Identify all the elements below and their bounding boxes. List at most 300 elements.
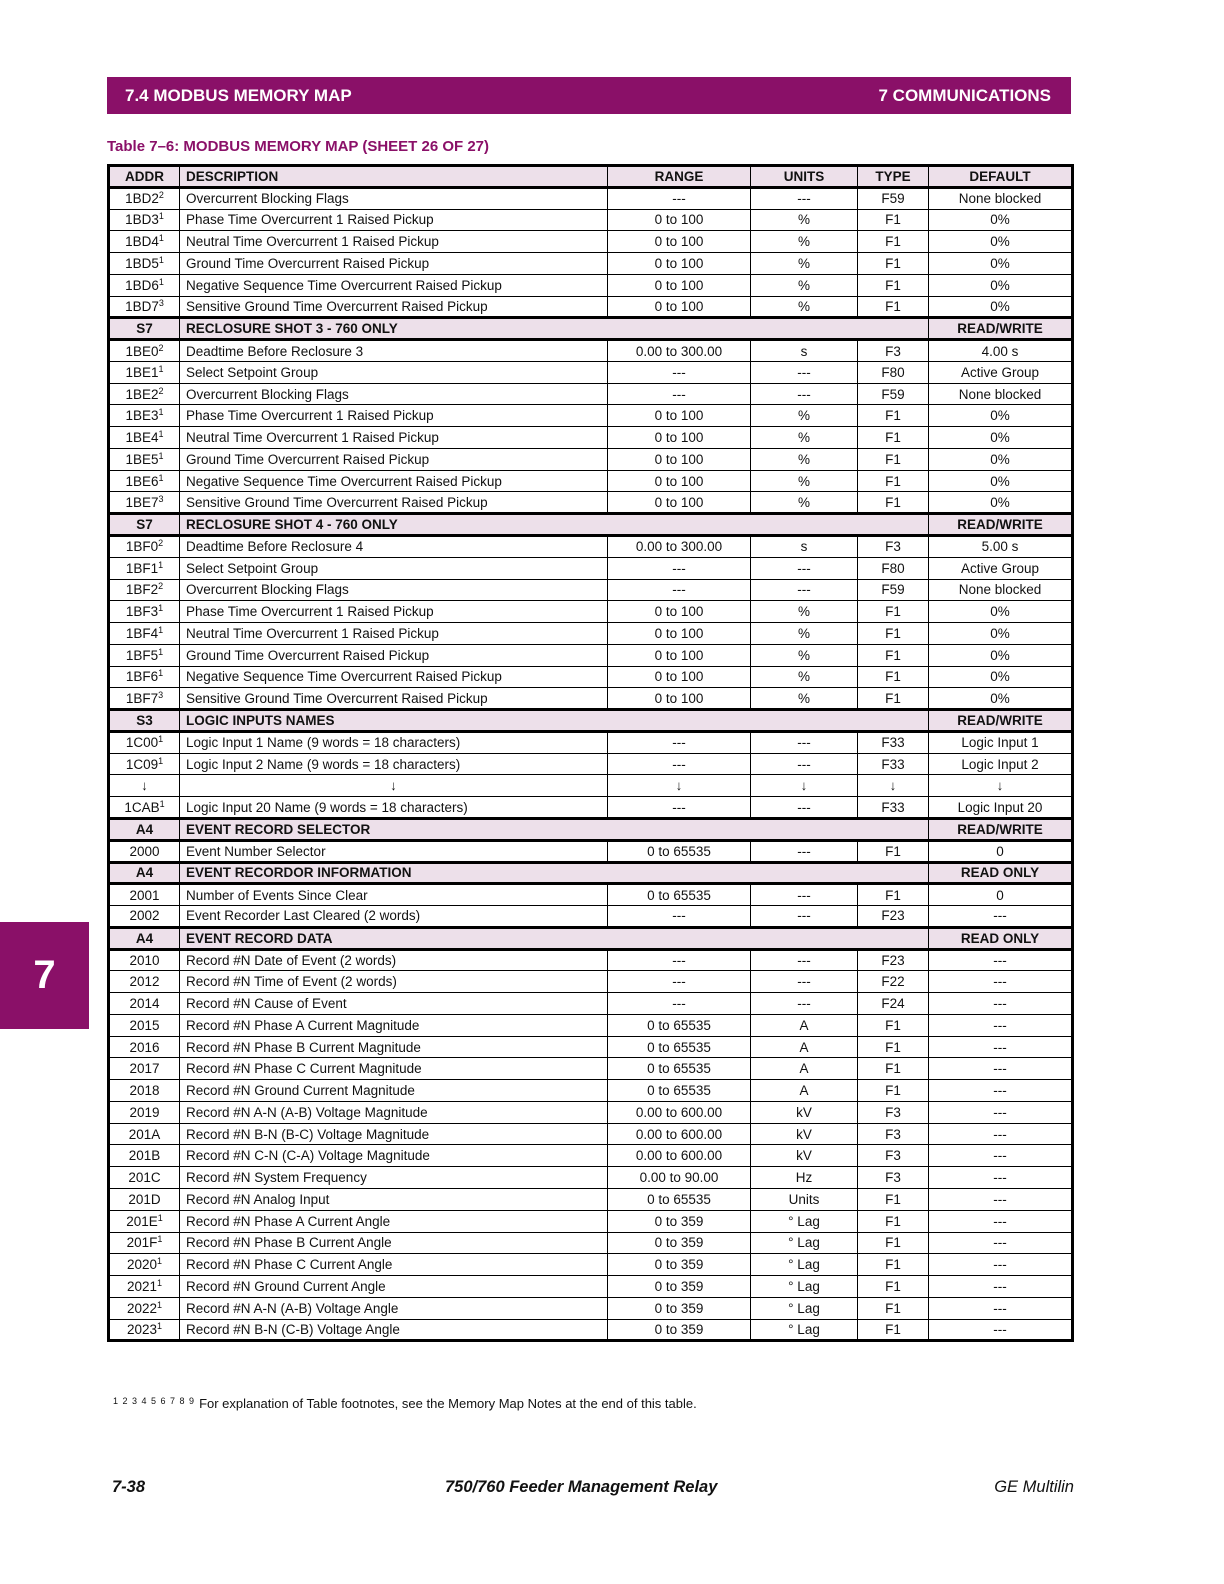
- cell-description: [180, 775, 608, 797]
- cell-type: [858, 797, 929, 819]
- cell-description: [180, 231, 608, 253]
- cell-default: [929, 1254, 1073, 1276]
- cell-description-text: Sensitive Ground Time Overcurrent Raised Pickup: [186, 494, 488, 510]
- footnote-marker: 1: [157, 1299, 163, 1310]
- table-row: [109, 1232, 1073, 1254]
- cell-type-text: F1: [885, 690, 901, 706]
- cell-units: [751, 1210, 858, 1232]
- footnote-marker: 1: [158, 407, 164, 418]
- cell-addr: [109, 797, 180, 819]
- cell-default: [929, 557, 1073, 579]
- cell-type-text: F3: [885, 1170, 901, 1186]
- cell-units-text: ---: [797, 995, 811, 1011]
- cell-range: [608, 623, 751, 645]
- memory-map-table: [107, 164, 1074, 1342]
- cell-section-title-text: RECLOSURE SHOT 3 - 760 ONLY: [186, 321, 398, 337]
- cell-type: [858, 340, 929, 362]
- cell-section-title-text: EVENT RECORD DATA: [186, 930, 333, 946]
- cell-description-text: Record #N C-N (C-A) Voltage Magnitude: [186, 1148, 430, 1164]
- cell-section-title: [180, 862, 929, 884]
- cell-description-text: Overcurrent Blocking Flags: [186, 386, 349, 402]
- cell-default-text: 0%: [990, 298, 1010, 314]
- cell-description-text: Select Setpoint Group: [186, 560, 319, 576]
- cell-default: [929, 688, 1073, 710]
- cell-units-text: ---: [797, 887, 811, 903]
- cell-addr-text: 2021: [126, 1278, 158, 1294]
- cell-default: [929, 1276, 1073, 1298]
- cell-description-text: Record #N Phase B Current Magnitude: [186, 1039, 421, 1055]
- cell-addr: [109, 731, 180, 753]
- cell-description: [180, 1123, 608, 1145]
- cell-default: [929, 993, 1073, 1015]
- cell-range: [608, 1232, 751, 1254]
- cell-type: [858, 623, 929, 645]
- cell-range-text: ---: [672, 560, 686, 576]
- cell-addr: [109, 1188, 180, 1210]
- table-row: [109, 1297, 1073, 1319]
- footnote-marker: 1: [158, 603, 164, 614]
- cell-addr-text: A4: [135, 865, 154, 881]
- cell-type: [858, 949, 929, 971]
- cell-default-text: ---: [993, 1257, 1007, 1273]
- cell-range-text: ---: [672, 364, 686, 380]
- cell-type-text: F1: [885, 604, 901, 620]
- cell-default-text: ---: [993, 1017, 1007, 1033]
- cell-addr-text: A4: [135, 930, 154, 946]
- cell-access: [929, 927, 1073, 949]
- cell-units-text: ---: [797, 364, 811, 380]
- cell-range-text: 0.00 to 90.00: [639, 1170, 719, 1186]
- cell-addr: [109, 318, 180, 340]
- cell-default: [929, 1188, 1073, 1210]
- cell-type-text: F59: [881, 582, 905, 598]
- table-row: [109, 1058, 1073, 1080]
- cell-addr: [109, 405, 180, 427]
- cell-default-text: 0%: [990, 473, 1010, 489]
- col-header-addr: ADDR: [109, 166, 180, 188]
- cell-range-text: 0 to 359: [654, 1257, 704, 1273]
- cell-type: [858, 187, 929, 209]
- cell-units: [751, 1167, 858, 1189]
- cell-addr: [109, 1297, 180, 1319]
- cell-type: [858, 448, 929, 470]
- cell-addr: [109, 1232, 180, 1254]
- cell-addr-text: 1BD4: [125, 234, 159, 250]
- cell-range-text: 0 to 359: [654, 1300, 704, 1316]
- cell-range-text: 0 to 359: [654, 1235, 704, 1251]
- cell-range-text: ↓: [675, 778, 683, 794]
- cell-range-text: 0.00 to 300.00: [635, 539, 723, 555]
- cell-units-text: ° Lag: [788, 1278, 820, 1294]
- cell-type: [858, 601, 929, 623]
- cell-units: [751, 884, 858, 906]
- cell-units-text: ---: [797, 735, 811, 751]
- cell-type-text: F1: [885, 647, 901, 663]
- cell-description: [180, 1188, 608, 1210]
- cell-access: [929, 710, 1073, 732]
- cell-section-title: [180, 710, 929, 732]
- cell-units: [751, 840, 858, 862]
- cell-default-text: ↓: [996, 778, 1004, 794]
- cell-type-text: F1: [885, 1017, 901, 1033]
- cell-range-text: 0 to 100: [654, 669, 704, 685]
- cell-range-text: ---: [672, 582, 686, 598]
- cell-addr: [109, 1123, 180, 1145]
- cell-description: [180, 1319, 608, 1341]
- cell-range: [608, 492, 751, 514]
- cell-description: [180, 731, 608, 753]
- cell-units: [751, 775, 858, 797]
- cell-range-text: 0 to 100: [654, 494, 704, 510]
- table-row: [109, 906, 1073, 928]
- col-header-type: TYPE: [858, 166, 929, 188]
- table-row: [109, 1145, 1073, 1167]
- cell-units: [751, 753, 858, 775]
- cell-description: [180, 1145, 608, 1167]
- cell-range-text: 0 to 359: [654, 1278, 704, 1294]
- cell-type: [858, 1014, 929, 1036]
- cell-default: [929, 383, 1073, 405]
- cell-addr: [109, 971, 180, 993]
- cell-description-text: Overcurrent Blocking Flags: [186, 191, 349, 207]
- cell-addr-text: 1BE5: [125, 451, 159, 467]
- cell-range: [608, 1319, 751, 1341]
- cell-range: [608, 601, 751, 623]
- cell-default-text: 0%: [990, 625, 1010, 641]
- cell-type: [858, 1123, 929, 1145]
- cell-range: [608, 797, 751, 819]
- cell-description-text: ↓: [390, 778, 397, 794]
- cell-default-text: ---: [993, 1104, 1007, 1120]
- cell-type-text: F1: [885, 1321, 901, 1337]
- cell-default-text: Logic Input 1: [961, 735, 1039, 751]
- table-row: [109, 1036, 1073, 1058]
- cell-range-text: 0 to 65535: [647, 1083, 711, 1099]
- cell-description-text: Ground Time Overcurrent Raised Pickup: [186, 255, 430, 271]
- cell-access-text: READ/WRITE: [957, 321, 1043, 337]
- cell-units-text: ---: [797, 582, 811, 598]
- cell-range-text: 0 to 100: [654, 647, 704, 663]
- cell-units: [751, 1080, 858, 1102]
- table-row: [109, 993, 1073, 1015]
- table-row: [109, 601, 1073, 623]
- table-row: [109, 470, 1073, 492]
- cell-units-text: %: [797, 690, 810, 706]
- cell-range: [608, 949, 751, 971]
- cell-description: [180, 1101, 608, 1123]
- table-row: [109, 949, 1073, 971]
- cell-addr-text: 1BD2: [125, 191, 159, 207]
- cell-default-text: 0: [996, 887, 1004, 903]
- cell-range-text: 0 to 100: [654, 277, 704, 293]
- cell-units: [751, 448, 858, 470]
- cell-default: [929, 492, 1073, 514]
- cell-default: [929, 1232, 1073, 1254]
- cell-range: [608, 1210, 751, 1232]
- cell-units-text: ° Lag: [788, 1213, 820, 1229]
- cell-description-text: Select Setpoint Group: [186, 364, 319, 380]
- cell-addr: [109, 557, 180, 579]
- cell-description: [180, 644, 608, 666]
- cell-range-text: ---: [672, 735, 686, 751]
- cell-units-text: ° Lag: [788, 1257, 820, 1273]
- cell-units: [751, 1145, 858, 1167]
- table-row: [109, 209, 1073, 231]
- table-row: [109, 274, 1073, 296]
- cell-units-text: %: [797, 647, 810, 663]
- footnote-numbers: 1 2 3 4 5 6 7 8 9: [113, 1396, 196, 1406]
- cell-range: [608, 1123, 751, 1145]
- cell-units: [751, 209, 858, 231]
- cell-default: [929, 253, 1073, 275]
- cell-type-text: F1: [885, 887, 901, 903]
- cell-addr: [109, 361, 180, 383]
- footnote-marker: 1: [158, 559, 164, 570]
- cell-addr: [109, 1014, 180, 1036]
- cell-description: [180, 1036, 608, 1058]
- cell-type: [858, 1188, 929, 1210]
- cell-units-text: s: [800, 539, 808, 555]
- cell-addr-text: 201C: [128, 1170, 161, 1186]
- cell-type: [858, 1145, 929, 1167]
- cell-addr: [109, 1254, 180, 1276]
- cell-default-text: ---: [993, 1278, 1007, 1294]
- table-row: [109, 579, 1073, 601]
- footnote-marker: 2: [158, 385, 164, 396]
- table-row: [109, 427, 1073, 449]
- cell-type-text: F1: [885, 277, 901, 293]
- table-row: [109, 623, 1073, 645]
- cell-description-text: Record #N Analog Input: [186, 1191, 330, 1207]
- cell-range-text: 0 to 100: [654, 604, 704, 620]
- cell-default-text: 0%: [990, 408, 1010, 424]
- chapter-title: 7 COMMUNICATIONS: [878, 86, 1051, 105]
- table-row: [109, 448, 1073, 470]
- cell-range-text: 0 to 65535: [647, 1017, 711, 1033]
- cell-type: [858, 1254, 929, 1276]
- cell-units: [751, 296, 858, 318]
- footnote-marker: 1: [158, 624, 164, 635]
- cell-description-text: Event Recorder Last Cleared (2 words): [186, 908, 421, 924]
- cell-addr-text: 1BF6: [125, 669, 159, 685]
- cell-units: [751, 427, 858, 449]
- cell-units-text: ---: [797, 952, 811, 968]
- table-row: [109, 1319, 1073, 1341]
- cell-type-text: F1: [885, 255, 901, 271]
- cell-type-text: F1: [885, 1039, 901, 1055]
- cell-addr-text: 2001: [129, 887, 160, 903]
- cell-default: [929, 623, 1073, 645]
- section-header-row: [109, 927, 1073, 949]
- cell-description: [180, 448, 608, 470]
- cell-addr-text: 2000: [129, 843, 160, 859]
- cell-units-text: %: [797, 494, 810, 510]
- footnote-marker: 3: [158, 493, 164, 504]
- cell-type: [858, 1210, 929, 1232]
- cell-units: [751, 405, 858, 427]
- cell-description-text: Neutral Time Overcurrent 1 Raised Pickup: [186, 430, 439, 446]
- footnote-marker: 1: [158, 233, 164, 244]
- cell-type: [858, 383, 929, 405]
- section-header-row: [109, 514, 1073, 536]
- cell-default-text: None blocked: [958, 582, 1042, 598]
- cell-range: [608, 1145, 751, 1167]
- cell-type: [858, 209, 929, 231]
- cell-type-text: F1: [885, 843, 901, 859]
- cell-description: [180, 361, 608, 383]
- cell-default-text: ---: [993, 1321, 1007, 1337]
- cell-units-text: kV: [796, 1104, 812, 1120]
- cell-type: [858, 1036, 929, 1058]
- cell-description-text: Record #N Phase C Current Magnitude: [186, 1061, 422, 1077]
- cell-range-text: 0 to 100: [654, 625, 704, 641]
- cell-default-text: 0%: [990, 647, 1010, 663]
- cell-units: [751, 623, 858, 645]
- cell-description-text: Record #N Ground Current Magnitude: [186, 1083, 415, 1099]
- cell-default-text: ---: [993, 1170, 1007, 1186]
- table-row: [109, 971, 1073, 993]
- footnote-marker: 3: [158, 297, 164, 308]
- cell-default-text: ---: [993, 1191, 1007, 1207]
- cell-type: [858, 731, 929, 753]
- cell-description: [180, 557, 608, 579]
- cell-type-text: F23: [881, 908, 905, 924]
- cell-type-text: F3: [885, 1126, 901, 1142]
- cell-range-text: ---: [672, 191, 686, 207]
- table-row: [109, 1167, 1073, 1189]
- cell-range: [608, 557, 751, 579]
- cell-units-text: ---: [797, 974, 811, 990]
- cell-description-text: Record #N Phase C Current Angle: [186, 1257, 393, 1273]
- cell-default: [929, 427, 1073, 449]
- cell-default: [929, 840, 1073, 862]
- cell-range-text: 0 to 100: [654, 451, 704, 467]
- cell-default: [929, 1014, 1073, 1036]
- cell-default: [929, 1036, 1073, 1058]
- table-row: [109, 492, 1073, 514]
- cell-units: [751, 1101, 858, 1123]
- cell-type-text: F1: [885, 1083, 901, 1099]
- cell-range-text: ---: [672, 799, 686, 815]
- cell-description: [180, 1210, 608, 1232]
- table-row: [109, 731, 1073, 753]
- footnote-marker: 1: [158, 363, 164, 374]
- cell-range: [608, 1167, 751, 1189]
- cell-default: [929, 884, 1073, 906]
- cell-type: [858, 971, 929, 993]
- cell-addr-text: 2018: [129, 1083, 160, 1099]
- brand-name: GE Multilin: [994, 1478, 1074, 1496]
- cell-addr: [109, 840, 180, 862]
- cell-units: [751, 993, 858, 1015]
- cell-type: [858, 1276, 929, 1298]
- cell-units: [751, 1014, 858, 1036]
- cell-default-text: 0: [996, 843, 1004, 859]
- cell-range: [608, 840, 751, 862]
- cell-section-title-text: EVENT RECORDOR INFORMATION: [186, 865, 412, 881]
- cell-type: [858, 1297, 929, 1319]
- cell-units: [751, 579, 858, 601]
- cell-description-text: Record #N Phase A Current Magnitude: [186, 1017, 420, 1033]
- cell-units-text: ---: [797, 386, 811, 402]
- cell-section-title-text: LOGIC INPUTS NAMES: [186, 713, 335, 729]
- cell-type-text: F3: [885, 1104, 901, 1120]
- cell-range: [608, 361, 751, 383]
- cell-description: [180, 601, 608, 623]
- cell-description: [180, 296, 608, 318]
- cell-addr: [109, 1145, 180, 1167]
- cell-addr: [109, 666, 180, 688]
- cell-default-text: ---: [993, 1300, 1007, 1316]
- cell-type-text: F59: [881, 191, 905, 207]
- cell-addr: [109, 884, 180, 906]
- cell-units: [751, 1297, 858, 1319]
- cell-type: [858, 1101, 929, 1123]
- cell-access-text: READ/WRITE: [957, 517, 1043, 533]
- cell-addr: [109, 187, 180, 209]
- cell-type-text: F1: [885, 408, 901, 424]
- cell-addr-text: 1BF7: [125, 690, 159, 706]
- cell-units-text: %: [797, 451, 810, 467]
- cell-type: [858, 1080, 929, 1102]
- cell-default: [929, 731, 1073, 753]
- cell-default: [929, 775, 1073, 797]
- cell-range: [608, 296, 751, 318]
- cell-units: [751, 1036, 858, 1058]
- cell-range: [608, 405, 751, 427]
- cell-description: [180, 1276, 608, 1298]
- cell-range-text: ---: [672, 386, 686, 402]
- cell-units-text: ° Lag: [788, 1321, 820, 1337]
- cell-default-text: Logic Input 20: [957, 799, 1043, 815]
- cell-addr: [109, 274, 180, 296]
- cell-description-text: Record #N Phase A Current Angle: [186, 1213, 391, 1229]
- cell-default: [929, 340, 1073, 362]
- cell-description-text: Deadtime Before Reclosure 3: [186, 343, 364, 359]
- table-row: [109, 1080, 1073, 1102]
- cell-range-text: 0 to 100: [654, 473, 704, 489]
- cell-default-text: Active Group: [960, 560, 1040, 576]
- cell-units-text: A: [799, 1039, 809, 1055]
- table-row: [109, 1188, 1073, 1210]
- cell-description: [180, 470, 608, 492]
- cell-range-text: 0.00 to 600.00: [635, 1126, 723, 1142]
- cell-type-text: F1: [885, 494, 901, 510]
- cell-default-text: ---: [993, 1126, 1007, 1142]
- cell-range: [608, 1254, 751, 1276]
- cell-range: [608, 1101, 751, 1123]
- cell-description: [180, 1167, 608, 1189]
- cell-default: [929, 1297, 1073, 1319]
- cell-range-text: 0 to 359: [654, 1321, 704, 1337]
- cell-type: [858, 405, 929, 427]
- cell-units-text: %: [797, 604, 810, 620]
- cell-addr: [109, 644, 180, 666]
- cell-description-text: Record #N Ground Current Angle: [186, 1278, 386, 1294]
- cell-type: [858, 753, 929, 775]
- cell-units: [751, 797, 858, 819]
- cell-units-text: A: [799, 1061, 809, 1077]
- cell-type: [858, 775, 929, 797]
- cell-units-text: %: [797, 255, 810, 271]
- cell-addr-text: 1BF0: [125, 539, 159, 555]
- cell-section-title: [180, 514, 929, 536]
- cell-access: [929, 862, 1073, 884]
- cell-addr-text: 1BF5: [125, 647, 159, 663]
- cell-type: [858, 1232, 929, 1254]
- cell-units-text: Units: [788, 1191, 820, 1207]
- cell-range: [608, 731, 751, 753]
